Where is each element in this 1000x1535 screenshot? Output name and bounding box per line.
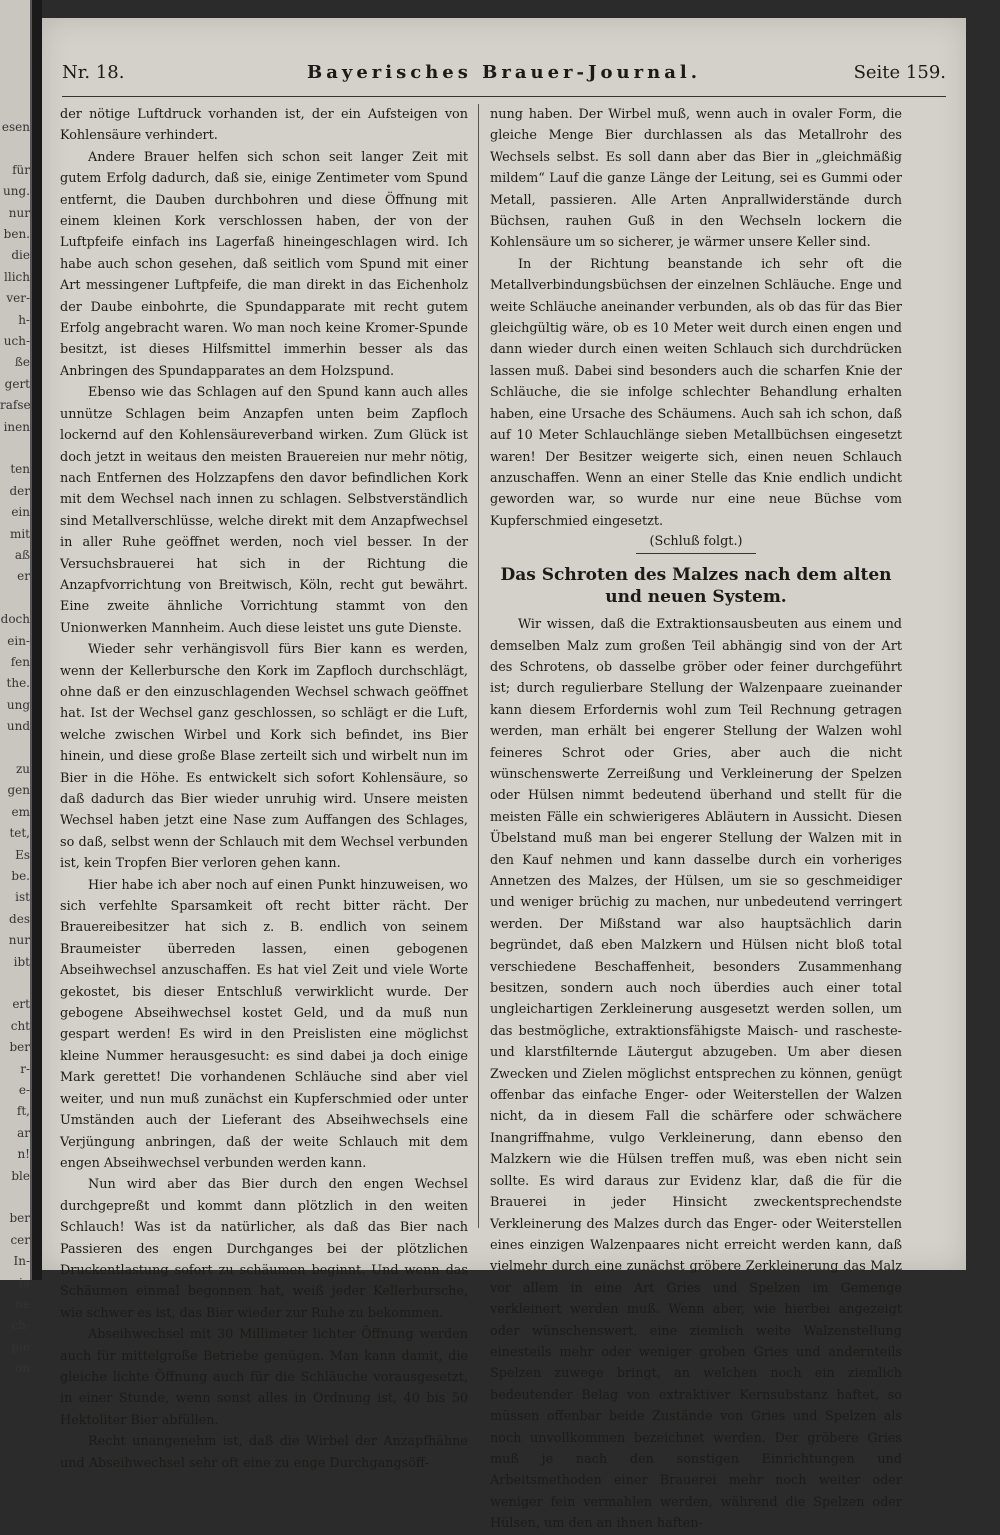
previous-page-fragment: In- <box>13 1254 30 1269</box>
previous-page-fragment: ne <box>15 1297 30 1311</box>
previous-page-fragment: ia <box>19 1275 30 1290</box>
previous-page-fragment: er <box>17 569 30 584</box>
previous-page-fragment: Es <box>15 847 30 862</box>
previous-page-fragment: nur <box>8 933 30 948</box>
paragraph: Abseihwechsel mit 30 Millimeter lichter Öffnung werden auch für mittelgroße Betriebe genügen. Man kann damit, die gleiche lichte Öffnung auch für die Schläuche vorausgesetzt, in einer Stunde, wenn sonst alles in Ordnung ist, 40 bis 50 Hektoliter Bier abfüllen. <box>60 1327 468 1428</box>
previous-page-fragment: uch- <box>3 334 30 348</box>
paragraph: Nun wird aber das Bier durch den engen Wechsel durchgepreßt und kommt dann plötzlich in den weiten Schlauch! Was ist da natürlicher, als daß das Bier nach Passieren des engen Durchganges bei der plötzlichen Druckentlastung sofort zu schäumen beginnt. Und wenn das Schäumen einmal begonnen hat, weiß jeder Kellerbursche, wie schwer es ist, das Bier wieder zur Ruhe zu bekommen. <box>60 1177 468 1321</box>
journal-title: Bayerisches Brauer-Journal. <box>307 62 701 83</box>
article-title: Das Schroten des Malzes nach dem alten und neuen System. <box>500 565 892 608</box>
previous-page-fragment: ft, <box>16 1104 30 1119</box>
previous-page-fragment: ibt <box>13 954 30 969</box>
previous-page-fragment: pie <box>11 1339 30 1354</box>
paragraph: nung haben. Der Wirbel muß, wenn auch in ovaler Form, die gleiche Menge Bier durchlassen als das Metallrohr des Wechsels selbst. Es soll dann aber das Bier in „gleichmäßig mildem“ Lauf die ganze Länge der Leitung, sei es Gummi oder Metall, passieren. Alle Arten Anprallwiderstände durch Büchsen, rauhen Guß in den Wechseln lockern die Kohlensäure um so sicherer, je wärmer unsere Keller sind. <box>490 107 902 251</box>
previous-page-fragment: ung <box>6 697 30 712</box>
previous-page-fragment: der <box>9 483 30 498</box>
page-header <box>62 62 946 92</box>
previous-page-fragment: für <box>12 162 30 177</box>
previous-page-fragment: ar <box>17 1125 30 1140</box>
previous-page-fragment: cer <box>10 1232 30 1247</box>
paragraph: Hier habe ich aber noch auf einen Punkt hinzuweisen, wo sich verfehlte Sparsamkeit oft recht bitter rächt. Der Brauereibesitzer hat sich z. B. endlich von seinem Braumeister überreden lassen, einen gebogenen Abseihwechsel anzuschaffen. Es hat viel Zeit und viele Worte gekostet, bis dieser Entschluß verwirklicht wurde. Der gebogene Abseihwechsel kostet Geld, und da muß nun gespart werden! Es wird in den Preislisten eine möglichst kleine Nummer herausgesucht: es sind dabei ja doch einige Mark gerettet! Die vorhandenen Schläuche sind aber viel weiter, und nun muß zunächst ein Kupferschmied oder unter Umständen auch der Lieferant des Abseihwechsels eine Verjüngung anbringen, daß der weite Schlauch mit dem engen Abseihwechsel verbunden werden kann. <box>60 877 468 1171</box>
issue-number: Nr. 18. <box>62 62 125 83</box>
previous-page-fragment: ein <box>11 505 30 520</box>
left-column <box>60 104 468 1474</box>
previous-page-fragment: r- <box>20 1061 30 1076</box>
right-column <box>490 104 902 1535</box>
previous-page-fragment: rafse <box>0 398 31 413</box>
previous-page-fragment: cht <box>10 1018 30 1033</box>
previous-page-fragment: ch- <box>11 1318 30 1333</box>
previous-page-fragment: ber <box>9 1040 30 1055</box>
previous-page-fragment: ten <box>10 462 30 477</box>
previous-page-fragment: ver- <box>6 291 30 306</box>
paragraph: Wir wissen, daß die Extraktionsausbeuten aus einem und demselben Malz zum großen Teil abhängig sind von der Art des Schrotens, ob dasselbe gröber oder feiner durchgeführt ist; durch regulierbare Stellung der Walzenpaare zueinander kann diesem Erfordernis wohl zum Teil Rechnung getragen werden, man erhält bei engerer Stellung der Walzen wohl feineres Schrot oder Gries, aber auch die nicht wünschenswerte Zerreißung und Verkleinerung der Spelzen oder Hülsen nimmt bedeutend überhand und stellt für die meisten Fälle ein schwierigeres Abläutern in Aussicht. Diesen Übelstand muß man bei engerer Stellung der Walzen mit in den Kauf nehmen und kann dasselbe durch ein vorheriges Annetzen des Malzes, der Hülsen, um sie so geschmeidiger und weniger brüchig zu machen, nur unbedeutend verringert werden. Der Mißstand war also hauptsächlich darin begründet, daß eben Malzkern und Hülsen nicht bloß total verschiedene Beschaffenheit, besonders Zusammenhang besitzen, sondern auch noch überdies auch einer total ungleichartigen Zerkleinerung ausgesetzt werden sollen, um das bestmögliche, extraktionsfähigste Maisch- und rascheste- und klarstfilternde Läutergut abzugeben. Um aber diesen Zwecken und Zielen möglichst entsprechen zu können, genügt offenbar das einfache Enger- oder Weiterstellen der Walzen nicht, da in diesem Fall die schärfere oder schwächere Inangriffnahme, vulgo Verkleinerung, dann ebenso den Malzkern wie die Hülsen treffen muß, was eben nicht sein sollte. Es wird daraus zur Evidenz klar, daß die für die Brauerei in jeder Hinsicht zweckentsprechendste Verkleinerung des Malzes durch das Enger- oder Weiterstellen eines einzigen Walzenpaares nicht erreicht werden kann, daß vielmehr durch eine zunächst gröbere Zerkleinerung das Malz vor allem in eine Art Gries und Spelzen im Gemenge verkleinert werden muß. Wenn aber, wie hierbei angezeigt oder wünschenswert, eine ziemlich weite Walzenstellung einesteils mehr oder weniger groben Gries und andernteils Spelzen zuwege bringt, an welchen noch ein ziemlich bedeutender Belag von extraktiver Kernsubstanz haftet, so müssen offenbar beide Zustände von Gries und Spelzen als noch unvollkommen bezeichnet werden. Der gröbere Gries muß je nach den sonstigen Einrichtungen und Arbeitsmethoden einer Brauerei mehr noch weiter oder weniger fein vermahlen werden, während die Spelzen oder Hülsen, um den an ihnen haften- <box>490 617 902 1532</box>
paragraph: Wieder sehr verhängisvoll fürs Bier kann es werden, wenn der Kellerbursche den Kork im Zapfloch durchschlägt, ohne daß er den einzuschlagenden Wechsel schwach geöffnet hat. Ist der Wechsel ganz geschlossen, so schlägt er die Luft, welche zwischen Wirbel und Kork sich befindet, ins Bier hinein, und diese große Blase zerteilt sich und wirbelt nun im Bier in die Höhe. Es entwickelt sich sofort Kohlensäure, so daß dadurch das Bier wieder unruhig wird. Unsere meisten Wechsel haben jetzt eine Nase zum Auffangen des Schlages, so daß, selbst wenn der Schlauch mit dem Wechsel verbunden ist, kein Tropfen Bier verloren gehen kann. <box>60 642 468 872</box>
previous-page-fragment: ert <box>12 997 30 1012</box>
continued-note: (Schluß folgt.) <box>649 534 743 550</box>
previous-page-fragment: inen <box>3 419 30 434</box>
previous-page-fragment: ble <box>11 1168 30 1183</box>
previous-page-fragment: h- <box>18 312 30 327</box>
previous-page-fragment: zu <box>15 762 30 776</box>
section-rule <box>636 553 756 554</box>
previous-page-fragment: gen <box>7 783 30 798</box>
previous-page-fragment: em <box>11 804 30 819</box>
previous-page-fragment: und <box>6 719 30 734</box>
previous-page-fragment: mit <box>9 526 30 541</box>
scan-background <box>966 0 1000 1280</box>
paragraph: Andere Brauer helfen sich schon seit langer Zeit mit gutem Erfolg dadurch, daß sie, einige Zentimeter vom Spund entfernt, die Dauben durchbohren und diese Öffnung mit einem kleinen Kork verschlossen haben, der von der Luftpfeife einfach ins Lagerfaß hineingeschlagen wird. Ich habe auch schon gesehen, daß seitlich vom Spund mit einer Art messingener Luftpfeife, die man direkt in das Eichenholz der Daube einbohrte, die Spundapparate mit recht gutem Erfolg angebracht waren. Wo man noch keine Kromer-Spunde besitzt, ist dieses Hilfsmittel immerhin besser als das Anbringen des Spundapparates an dem Holzspund. <box>60 149 468 379</box>
previous-page-fragment: e- <box>18 1083 30 1097</box>
paragraph: der nötige Luftdruck vorhanden ist, der ein Aufsteigen von Kohlensäure verhindert. <box>60 107 468 144</box>
column-divider <box>478 104 479 1228</box>
journal-page <box>42 18 966 1532</box>
previous-page-fragment: ben. <box>3 227 30 241</box>
previous-page-fragment: des <box>9 911 30 926</box>
page-number: Seite 159. <box>853 62 946 83</box>
previous-page-fragment: fen <box>10 655 30 669</box>
previous-page-fragment: aß <box>14 548 30 562</box>
previous-page-fragment: ber <box>9 1211 30 1226</box>
previous-page-fragment: n! <box>17 1147 30 1162</box>
header-rule <box>62 96 946 97</box>
book-gutter <box>32 0 42 1280</box>
previous-page-fragment: esen <box>1 120 30 134</box>
previous-page-fragment: ein- <box>7 633 30 648</box>
previous-page-fragment: the. <box>6 676 30 691</box>
previous-page-fragment: llich <box>4 269 30 284</box>
previous-page-fragment: be. <box>11 869 30 883</box>
previous-page-edge <box>0 0 32 1376</box>
previous-page-fragment: ße <box>14 355 30 370</box>
previous-page-fragment: nur <box>8 205 30 220</box>
previous-page-fragment: gert <box>4 376 30 391</box>
previous-page-fragment: die <box>11 248 30 263</box>
previous-page-fragment: ung. <box>3 184 30 199</box>
previous-page-fragment: tet, <box>9 826 30 841</box>
previous-page-fragment: on <box>15 1361 30 1376</box>
paragraph: In der Richtung beanstande ich sehr oft die Metallverbindungsbüchsen der einzelnen Schläuche. Enge und weite Schläuche aneinander verbunden, als ob das für das Bier gleichgültig wäre, ob es 10 Meter weit durch einen engen und dann wieder durch einen weiten Schlauch sich durchdrücken lassen muß. Dabei sind besonders auch die scharfen Knie der Schläuche, die sie infolge schlechter Behandlung erhalten haben, eine Ursache des Schäumens. Auch sah ich schon, daß auf 10 Meter Schlauchlänge sieben Metallbüchsen eingesetzt waren! Der Besitzer weigerte sich, einen neuen Schlauch anzuschaffen. Wenn an einer Stelle das Knie endlich undicht geworden war, so wurde nur eine neue Büchse vom Kupferschmied eingesetzt. <box>490 256 902 529</box>
previous-page-fragment: ist <box>15 890 30 905</box>
paragraph: Ebenso wie das Schlagen auf den Spund kann auch alles unnütze Schlagen beim Anzapfen unten beim Zapfloch lockernd auf den Kohlensäureverband wirken. Zum Glück ist doch jetzt in weitaus den meisten Brauereien nur mehr nötig, nach Entfernen des Holzzapfens den davor befindlichen Kork mit dem Wechsel nach innen zu schlagen. Selbstverständlich sind Metallverschlüsse, welche direkt mit dem Anzapfwechsel in aller Ruhe geöffnet werden, noch viel besser. In der Versuchsbrauerei hat sich in der Richtung die Anzapfvorrichtung von Breitwisch, Köln, recht gut bewährt. Eine zweite ähnliche Vorrichtung stammt von den Unionwerken Mannheim. Auch diese leistet uns gute Dienste. <box>60 385 468 636</box>
previous-page-fragment: doch <box>0 612 30 627</box>
paragraph: Recht unangenehm ist, daß die Wirbel der Anzapfhähne und Abseihwechsel sehr oft eine zu enge Durchgangsöff- <box>60 1434 468 1471</box>
